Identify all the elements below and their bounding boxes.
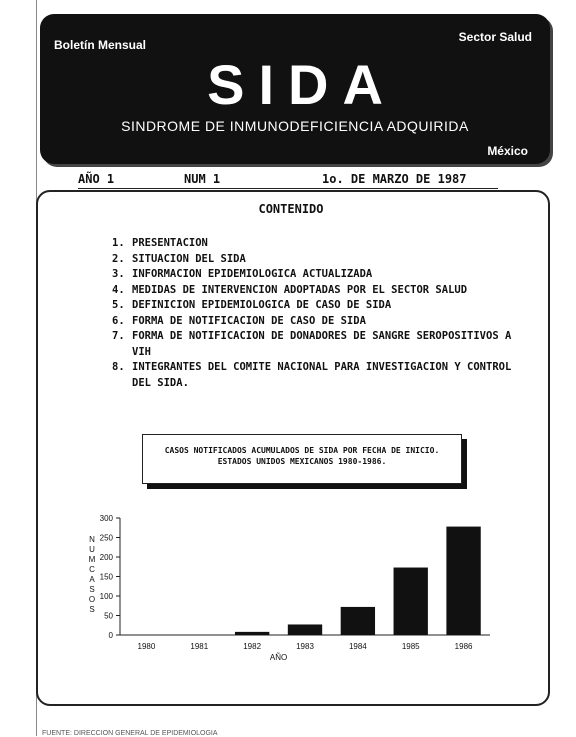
issue-date: 1o. DE MARZO DE 1987 (322, 172, 467, 186)
bar-1982 (235, 632, 269, 635)
contents-list (112, 236, 522, 391)
x-tick-label: 1981 (190, 642, 209, 651)
bulletin-subtitle: SINDROME DE INMUNODEFICIENCIA ADQUIRIDA (121, 118, 469, 134)
bar-1984 (341, 607, 375, 635)
contents-item-number: 6. (112, 314, 125, 327)
contents-item-7 (112, 329, 522, 360)
contents-item-text: SITUACION DEL SIDA (132, 252, 246, 265)
contents-item-text: FORMA DE NOTIFICACION DE DONADORES DE SANGRE SEROPOSITIVOS A VIH (132, 330, 512, 358)
country-label: México (487, 144, 528, 158)
y-axis-label-letter: S (89, 585, 95, 594)
contents-item-number: 3. (112, 268, 125, 280)
sector-label: Sector Salud (458, 30, 532, 44)
y-axis-label-letter: U (89, 545, 95, 554)
x-tick-label: 1982 (243, 642, 262, 651)
cases-bar-chart (80, 512, 500, 678)
y-axis-label-letter: C (89, 565, 95, 574)
chart-caption-box (142, 434, 462, 484)
x-tick-label: 1980 (137, 642, 156, 651)
chart-title: CASOS NOTIFICADOS ACUMULADOS DE SIDA POR FECHA DE INICIO. (164, 446, 440, 455)
bulletin-header (40, 14, 550, 164)
contents-item-number: 4. (112, 283, 125, 296)
y-axis-label-letter: N (89, 535, 95, 544)
y-tick-label: 300 (99, 514, 113, 523)
contents-item-1 (112, 236, 522, 252)
contents-item-number: 7. (112, 330, 125, 342)
x-tick-label: 1985 (401, 642, 420, 651)
source-note: FUENTE: DIRECCION GENERAL DE EPIDEMIOLOGIA (42, 730, 218, 737)
contents-item-8 (112, 360, 522, 391)
x-axis-label: AÑO (269, 653, 288, 662)
contents-item-number: 8. (112, 361, 125, 373)
bar-1986 (446, 527, 480, 635)
y-axis-label-letter: S (89, 605, 95, 614)
contents-item-3 (112, 267, 522, 283)
issue-number: NUM 1 (184, 172, 221, 186)
contents-item-4 (112, 283, 522, 299)
contents-item-5 (112, 298, 522, 314)
y-axis-label-letter: M (88, 555, 96, 564)
issue-underline (78, 188, 498, 189)
y-tick-label: 50 (104, 611, 113, 621)
contents-item-6 (112, 314, 522, 330)
y-axis-label-letter: O (88, 595, 96, 604)
contents-heading: CONTENIDO (258, 202, 324, 216)
y-tick-label: 150 (99, 572, 113, 582)
bar-1983 (288, 624, 322, 635)
contents-item-number: 1. (112, 237, 125, 249)
x-tick-label: 1983 (296, 642, 314, 651)
contents-item-2 (112, 252, 522, 268)
bulletin-title: SIDA (207, 53, 397, 116)
y-tick-label: 0 (108, 631, 113, 640)
contents-item-text: PRESENTACION (132, 237, 208, 249)
issue-year: AÑO 1 (78, 172, 115, 186)
y-axis-label-letter: A (89, 575, 95, 584)
y-tick-label: 100 (99, 592, 113, 601)
contents-item-number: 5. (112, 299, 125, 311)
contents-item-number: 2. (112, 252, 125, 265)
contents-item-text: MEDIDAS DE INTERVENCION ADOPTADAS POR EL SECTOR SALUD (132, 283, 468, 296)
bar-1985 (394, 568, 428, 635)
contents-item-text: INFORMACION EPIDEMIOLOGICA ACTUALIZADA (132, 268, 373, 280)
chart-subtitle: ESTADOS UNIDOS MEXICANOS 1980-1986. (217, 457, 387, 466)
y-tick-label: 200 (99, 553, 113, 562)
bulletin-label: Boletín Mensual (54, 38, 147, 52)
y-tick-label: 250 (99, 533, 113, 543)
contents-item-text: FORMA DE NOTIFICACION DE CASO DE SIDA (132, 314, 366, 327)
contents-item-text: INTEGRANTES DEL COMITE NACIONAL PARA INVESTIGACION Y CONTROL DEL SIDA. (132, 361, 512, 389)
contents-item-text: DEFINICION EPIDEMIOLOGICA DE CASO DE SIDA (132, 299, 392, 311)
x-tick-label: 1986 (454, 642, 473, 651)
x-tick-label: 1984 (348, 642, 367, 651)
